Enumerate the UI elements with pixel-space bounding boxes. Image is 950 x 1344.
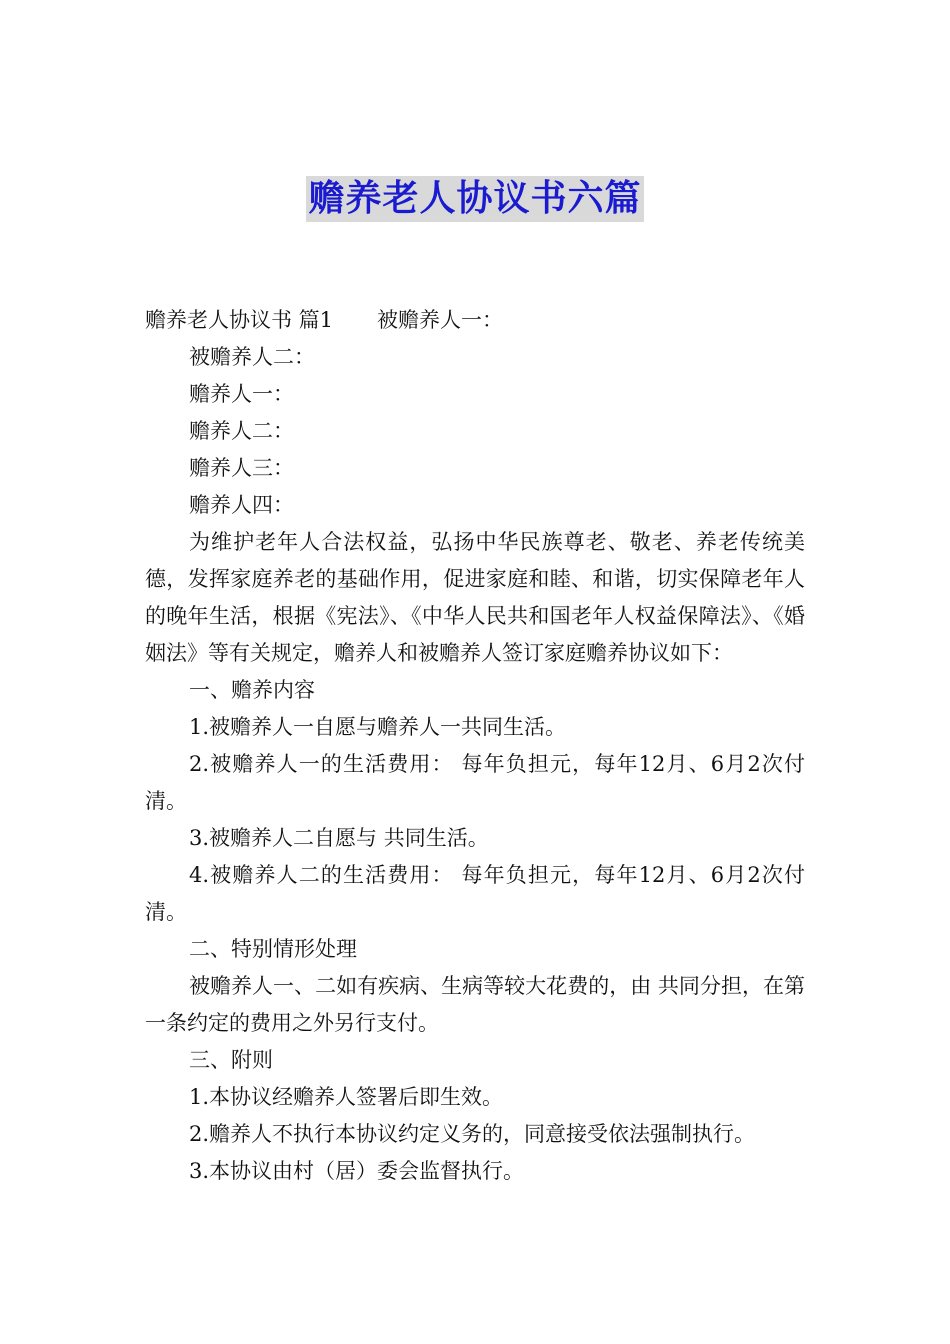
clause: 1.本协议经赡养人签署后即生效。	[189, 1085, 504, 1109]
clause: 4.被赡养人二的生活费用： 每年负担元，每年12月、6月2次付清。	[145, 863, 805, 924]
section-heading: 二、特别情形处理	[189, 937, 357, 961]
party-line: 被赡养人一：	[377, 308, 504, 332]
party-line: 赡养人一：	[189, 382, 294, 406]
party-line: 赡养人二：	[189, 419, 294, 443]
first-line	[145, 302, 805, 339]
party-line: 赡养人四：	[189, 493, 294, 517]
clause: 3.本协议由村（居）委会监督执行。	[189, 1159, 525, 1183]
party-line: 赡养人三：	[189, 456, 294, 480]
section-heading: 赡养老人协议书 篇1	[145, 308, 334, 332]
clause: 3.被赡养人二自愿与 共同生活。	[189, 826, 489, 850]
party-line: 被赡养人二：	[189, 345, 315, 369]
intro-paragraph: 为维护老年人合法权益，弘扬中华民族尊老、敬老、养老传统美德，发挥家庭养老的基础作用，促进家庭和睦、和谐，切实保障老年人的晚年生活，根据《宪法》、《中华人民共和国老年人权益保障法》、《婚姻法》等有关规定，赡养人和被赡养人签订家庭赡养协议如下：	[145, 530, 805, 665]
section-heading: 一、赡养内容	[189, 678, 315, 702]
clause: 2.赡养人不执行本协议约定义务的，同意接受依法强制执行。	[189, 1122, 756, 1146]
section-heading: 三、附则	[189, 1048, 273, 1072]
title-container	[0, 176, 950, 222]
clause: 1.被赡养人一自愿与赡养人一共同生活。	[189, 715, 567, 739]
document-body	[145, 302, 805, 1190]
clause: 被赡养人一、二如有疾病、生病等较大花费的，由 共同分担，在第一条约定的费用之外另行支付。	[145, 974, 805, 1035]
clause: 2.被赡养人一的生活费用： 每年负担元，每年12月、6月2次付清。	[145, 752, 805, 813]
document-title: 赡养老人协议书六篇	[306, 176, 643, 222]
